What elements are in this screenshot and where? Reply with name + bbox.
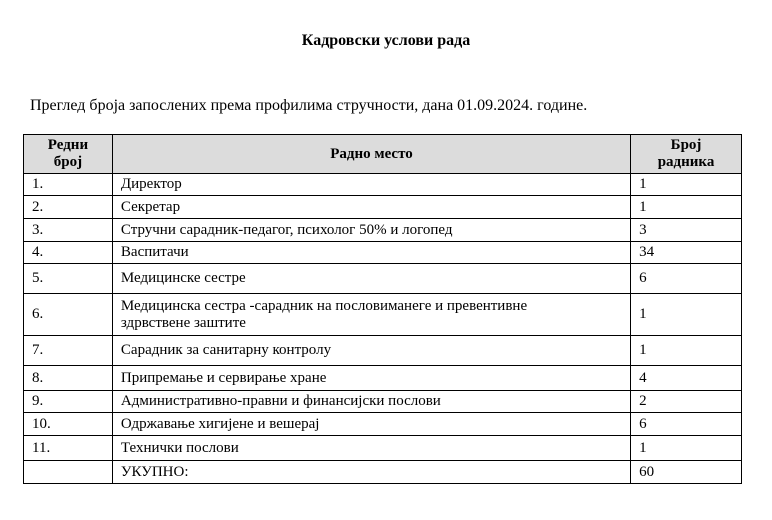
intro-paragraph: Преглед броја запослених према профилима стручности, дана 01.09.2024. године. xyxy=(30,97,588,114)
row-number: 3. xyxy=(24,219,113,242)
row-position: Директор xyxy=(112,174,630,196)
header-count-line1: Број xyxy=(670,137,702,153)
row-count: 2 xyxy=(631,391,742,413)
row-position: Васпитачи xyxy=(112,242,630,264)
row-count: 3 xyxy=(631,219,742,242)
row-position: Одржавање хигијене и вешерај xyxy=(112,413,630,436)
row-number: 7. xyxy=(24,336,113,366)
row-count: 1 xyxy=(631,196,742,219)
table-row xyxy=(24,174,742,196)
row-count: 1 xyxy=(631,174,742,196)
row-number: 2. xyxy=(24,196,113,219)
header-position: Радно место xyxy=(112,135,630,174)
table-row xyxy=(24,366,742,391)
table-total-row xyxy=(24,461,742,484)
row-position-line2: здрвствене заштите xyxy=(120,314,246,331)
row-position: Технички послови xyxy=(112,436,630,461)
row-position xyxy=(112,294,630,336)
table-row xyxy=(24,264,742,294)
table-row xyxy=(24,242,742,264)
row-count: 1 xyxy=(631,294,742,336)
row-number: 8. xyxy=(24,366,113,391)
total-count: 60 xyxy=(631,461,742,484)
row-number: 10. xyxy=(24,413,113,436)
total-number-cell xyxy=(24,461,113,484)
header-number-line2: број xyxy=(53,154,83,170)
row-number: 1. xyxy=(24,174,113,196)
row-position: Медицинске сестре xyxy=(112,264,630,294)
header-count-line2: радника xyxy=(657,154,715,170)
row-position: Стручни сарадник-педагог, психолог 50% и логопед xyxy=(112,219,630,242)
row-number: 4. xyxy=(24,242,113,264)
table-row xyxy=(24,436,742,461)
table-row xyxy=(24,196,742,219)
table-row xyxy=(24,336,742,366)
row-count: 1 xyxy=(631,336,742,366)
table-row xyxy=(24,413,742,436)
table-header-row xyxy=(24,135,742,174)
row-position: Припремање и сервирање хране xyxy=(112,366,630,391)
header-number xyxy=(24,135,113,174)
staff-table xyxy=(23,134,742,484)
row-count: 1 xyxy=(631,436,742,461)
row-position: Сарадник за санитарну контролу xyxy=(112,336,630,366)
page-title: Кадровски услови рада xyxy=(301,32,471,49)
row-position: Секретар xyxy=(112,196,630,219)
row-number: 6. xyxy=(24,294,113,336)
table-row xyxy=(24,391,742,413)
total-label: УКУПНО: xyxy=(112,461,630,484)
table-row xyxy=(24,219,742,242)
table-row xyxy=(24,294,742,336)
row-count: 6 xyxy=(631,413,742,436)
row-position-line1: Медицинска сестра -сарадник на пословиманеге и превентивне xyxy=(120,297,528,314)
row-number: 9. xyxy=(24,391,113,413)
header-number-line1: Редни xyxy=(47,137,89,153)
row-count: 6 xyxy=(631,264,742,294)
row-number: 5. xyxy=(24,264,113,294)
row-position: Административно-правни и финансијски послови xyxy=(112,391,630,413)
row-count: 4 xyxy=(631,366,742,391)
row-count: 34 xyxy=(631,242,742,264)
header-count xyxy=(631,135,742,174)
row-number: 11. xyxy=(24,436,113,461)
